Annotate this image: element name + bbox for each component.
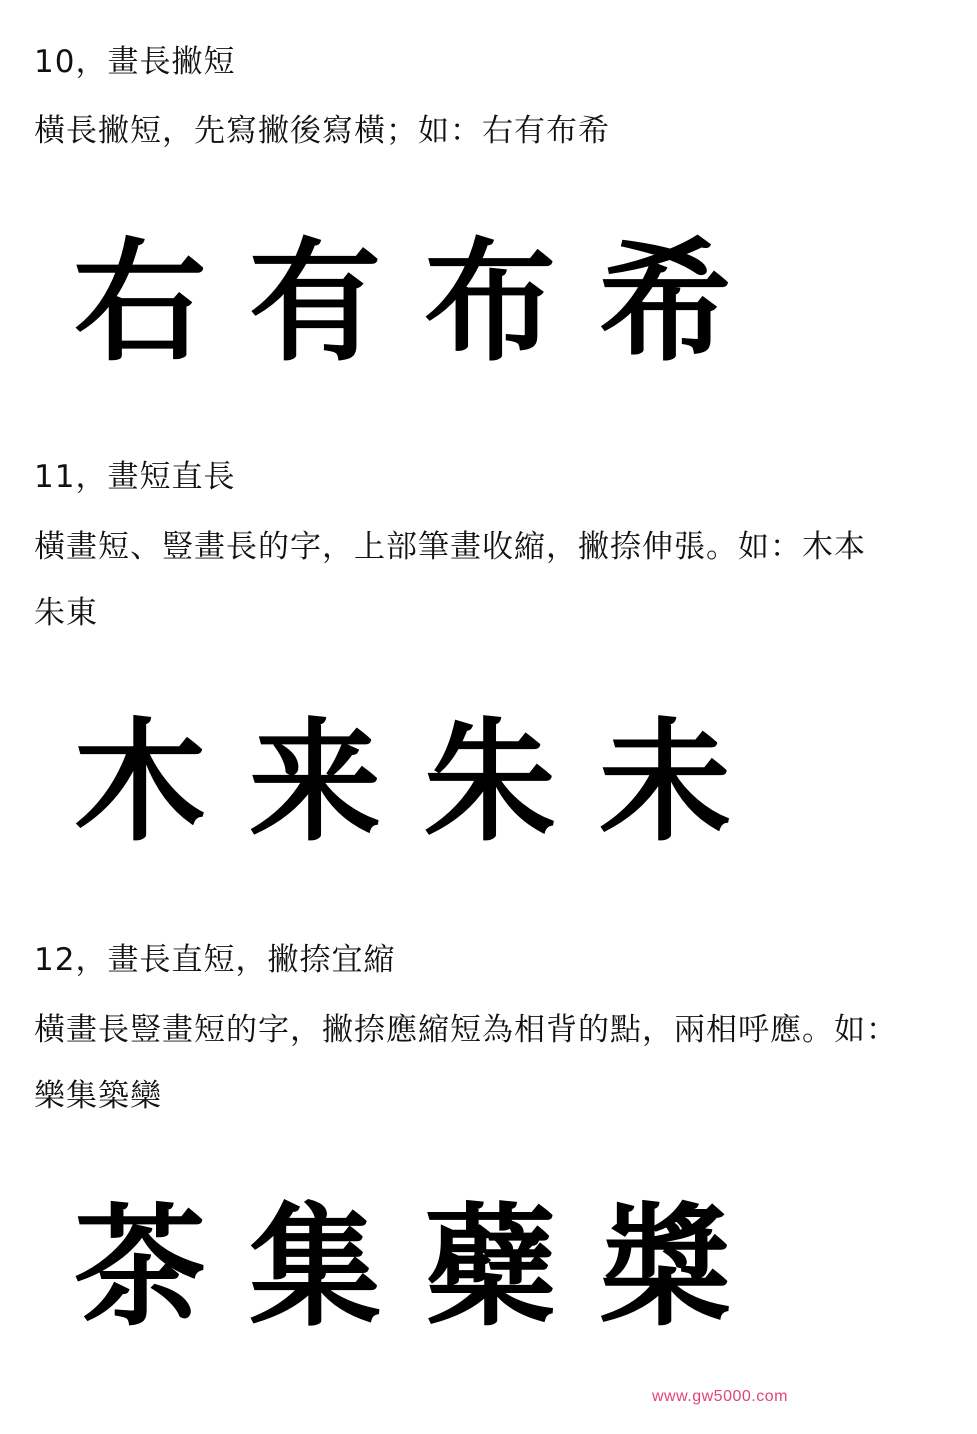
section-11-description	[34, 514, 959, 646]
site-watermark: www.gw5000.com	[652, 1388, 788, 1405]
calligraphy-char: 希	[599, 224, 731, 380]
section-11-heading: 11，畫短直長	[34, 459, 236, 495]
calligraphy-char: 木	[74, 704, 206, 860]
calligraphy-char: 来	[249, 704, 381, 860]
description-line: 橫畫短、豎畫長的字，上部筆畫收縮，撇捺伸張。如：木本	[34, 529, 866, 565]
calligraphy-char: 右	[74, 224, 206, 380]
description-line: 樂集築欒	[34, 1078, 162, 1114]
section-10-calligraphy-examples	[60, 215, 760, 390]
calligraphy-char: 集	[249, 1189, 381, 1345]
calligraphy-char: 茶	[74, 1189, 206, 1345]
description-line: 橫長撇短，先寫撇後寫橫；如：右有布希	[34, 113, 610, 149]
description-line: 橫畫長豎畫短的字，撇捺應縮短為相背的點，兩相呼應。如：	[34, 1012, 898, 1048]
calligraphy-char: 有	[249, 224, 381, 380]
calligraphy-char: 朱	[424, 704, 556, 860]
section-12-heading: 12，畫長直短，撇捺宜縮	[34, 942, 396, 978]
section-12-calligraphy-examples	[60, 1180, 760, 1355]
calligraphy-char: 蘗	[424, 1189, 556, 1345]
section-10-description	[34, 98, 959, 164]
calligraphy-char: 槳	[599, 1189, 731, 1345]
calligraphy-char: 布	[424, 224, 556, 380]
section-12-description	[34, 997, 959, 1129]
description-line: 朱東	[34, 595, 98, 631]
section-11-calligraphy-examples	[60, 695, 760, 870]
section-10-heading: 10，畫長撇短	[34, 44, 236, 80]
calligraphy-char: 未	[599, 704, 731, 860]
